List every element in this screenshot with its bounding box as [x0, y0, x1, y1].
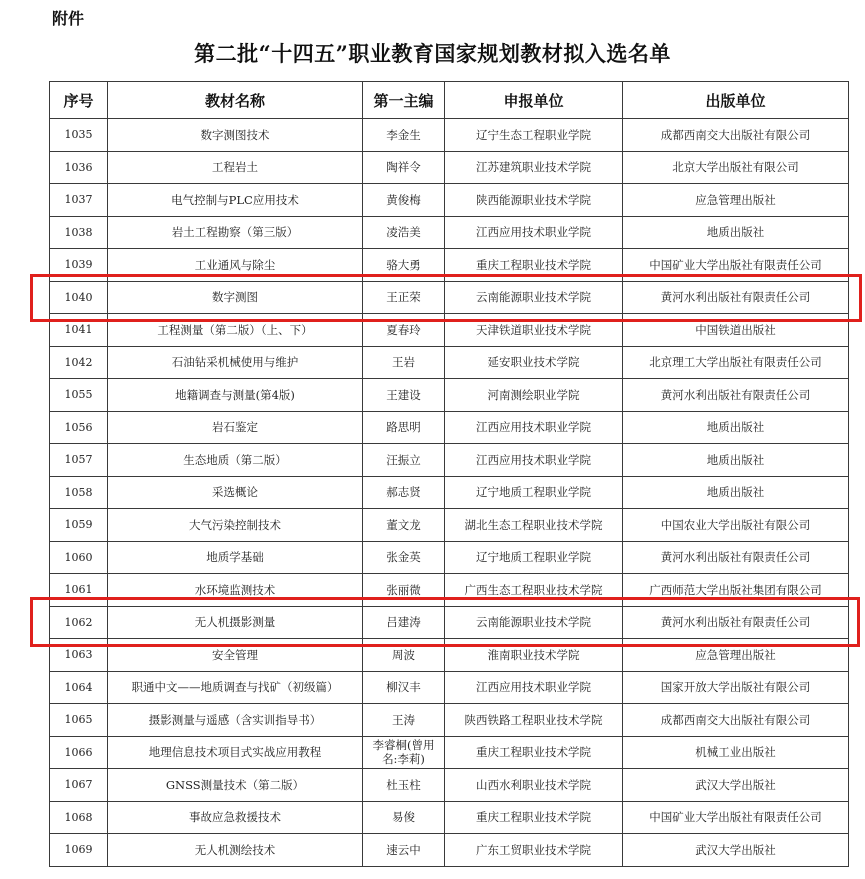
- cell-first-editor: 吕建涛: [363, 606, 445, 639]
- table-row: [50, 704, 849, 737]
- cell-textbook-name: 采选概论: [108, 476, 363, 509]
- table-row: [50, 541, 849, 574]
- cell-first-editor: 王正荣: [363, 281, 445, 314]
- cell-textbook-name: 地质学基础: [108, 541, 363, 574]
- cell-textbook-name: 无人机摄影测量: [108, 606, 363, 639]
- cell-applicant: 淮南职业技术学院: [445, 639, 623, 672]
- cell-number: 1057: [50, 444, 108, 477]
- table-row: [50, 834, 849, 867]
- cell-publisher: 应急管理出版社: [623, 639, 849, 672]
- column-header-applicant: 申报单位: [445, 82, 623, 119]
- cell-applicant: 辽宁生态工程职业学院: [445, 119, 623, 152]
- table-row: [50, 314, 849, 347]
- cell-applicant: 辽宁地质工程职业学院: [445, 541, 623, 574]
- column-header-publisher: 出版单位: [623, 82, 849, 119]
- cell-number: 1065: [50, 704, 108, 737]
- table-row: [50, 151, 849, 184]
- cell-textbook-name: 岩石鉴定: [108, 411, 363, 444]
- cell-number: 1038: [50, 216, 108, 249]
- cell-number: 1055: [50, 379, 108, 412]
- cell-first-editor: 陶祥令: [363, 151, 445, 184]
- cell-number: 1069: [50, 834, 108, 867]
- cell-applicant: 河南测绘职业学院: [445, 379, 623, 412]
- cell-publisher: 中国农业大学出版社有限公司: [623, 509, 849, 542]
- cell-publisher: 广西师范大学出版社集团有限公司: [623, 574, 849, 607]
- table-row: [50, 639, 849, 672]
- cell-publisher: 中国铁道出版社: [623, 314, 849, 347]
- cell-publisher: 成都西南交大出版社有限公司: [623, 704, 849, 737]
- cell-applicant: 辽宁地质工程职业学院: [445, 476, 623, 509]
- table-row: [50, 476, 849, 509]
- cell-textbook-name: 数字测图技术: [108, 119, 363, 152]
- attachment-label: 附件: [52, 9, 85, 28]
- cell-number: 1058: [50, 476, 108, 509]
- column-header-textbook-name: 教材名称: [108, 82, 363, 119]
- cell-first-editor: 柳汉丰: [363, 671, 445, 704]
- cell-textbook-name: 工程测量（第二版）（上、下）: [108, 314, 363, 347]
- cell-applicant: 江西应用技术职业学院: [445, 216, 623, 249]
- cell-publisher: 地质出版社: [623, 411, 849, 444]
- cell-publisher: 北京大学出版社有限公司: [623, 151, 849, 184]
- cell-first-editor: 王建设: [363, 379, 445, 412]
- cell-publisher: 成都西南交大出版社有限公司: [623, 119, 849, 152]
- cell-first-editor: 董文龙: [363, 509, 445, 542]
- cell-first-editor: 夏春玲: [363, 314, 445, 347]
- table-row: [50, 736, 849, 769]
- cell-publisher: 中国矿业大学出版社有限责任公司: [623, 249, 849, 282]
- cell-first-editor: 李睿桐(曾用名:李莉): [363, 736, 445, 769]
- cell-applicant: 广西生态工程职业技术学院: [445, 574, 623, 607]
- cell-first-editor: 凌浩美: [363, 216, 445, 249]
- cell-textbook-name: 摄影测量与遥感（含实训指导书）: [108, 704, 363, 737]
- cell-textbook-name: 职通中文——地质调查与找矿（初级篇）: [108, 671, 363, 704]
- cell-number: 1060: [50, 541, 108, 574]
- cell-applicant: 江苏建筑职业技术学院: [445, 151, 623, 184]
- column-header-first-editor: 第一主编: [363, 82, 445, 119]
- cell-number: 1062: [50, 606, 108, 639]
- cell-textbook-name: 无人机测绘技术: [108, 834, 363, 867]
- cell-number: 1039: [50, 249, 108, 282]
- cell-textbook-name: 工程岩土: [108, 151, 363, 184]
- table-row: [50, 671, 849, 704]
- cell-first-editor: 张金英: [363, 541, 445, 574]
- cell-first-editor: 汪振立: [363, 444, 445, 477]
- cell-applicant: 广东工贸职业技术学院: [445, 834, 623, 867]
- cell-publisher: 中国矿业大学出版社有限责任公司: [623, 801, 849, 834]
- cell-textbook-name: 电气控制与PLC应用技术: [108, 184, 363, 217]
- table-row: [50, 184, 849, 217]
- cell-applicant: 江西应用技术职业学院: [445, 411, 623, 444]
- document-title: 第二批“十四五”职业教育国家规划教材拟入选名单: [194, 41, 671, 66]
- cell-number: 1066: [50, 736, 108, 769]
- cell-first-editor: 王岩: [363, 346, 445, 379]
- table-row: [50, 379, 849, 412]
- cell-textbook-name: 岩土工程勘察（第三版）: [108, 216, 363, 249]
- cell-publisher: 应急管理出版社: [623, 184, 849, 217]
- cell-number: 1041: [50, 314, 108, 347]
- cell-number: 1036: [50, 151, 108, 184]
- cell-textbook-name: 石油钻采机械使用与维护: [108, 346, 363, 379]
- table-row: [50, 249, 849, 282]
- cell-number: 1059: [50, 509, 108, 542]
- cell-textbook-name: 生态地质（第二版）: [108, 444, 363, 477]
- cell-publisher: 机械工业出版社: [623, 736, 849, 769]
- cell-applicant: 陕西铁路工程职业技术学院: [445, 704, 623, 737]
- column-header-number: 序号: [50, 82, 108, 119]
- cell-number: 1067: [50, 769, 108, 802]
- cell-number: 1068: [50, 801, 108, 834]
- cell-textbook-name: 事故应急救援技术: [108, 801, 363, 834]
- cell-publisher: 地质出版社: [623, 476, 849, 509]
- table-row: [50, 444, 849, 477]
- cell-first-editor: 速云中: [363, 834, 445, 867]
- cell-applicant: 江西应用技术职业学院: [445, 671, 623, 704]
- cell-textbook-name: 大气污染控制技术: [108, 509, 363, 542]
- cell-number: 1035: [50, 119, 108, 152]
- cell-publisher: 地质出版社: [623, 216, 849, 249]
- table-row: [50, 606, 849, 639]
- cell-publisher: 国家开放大学出版社有限公司: [623, 671, 849, 704]
- cell-number: 1061: [50, 574, 108, 607]
- cell-first-editor: 李金生: [363, 119, 445, 152]
- cell-applicant: 云南能源职业技术学院: [445, 606, 623, 639]
- table-row: [50, 216, 849, 249]
- cell-first-editor: 周波: [363, 639, 445, 672]
- cell-publisher: 黄河水利出版社有限责任公司: [623, 606, 849, 639]
- cell-applicant: 重庆工程职业技术学院: [445, 736, 623, 769]
- cell-textbook-name: 水环境监测技术: [108, 574, 363, 607]
- table-row: [50, 346, 849, 379]
- cell-first-editor: 郝志贤: [363, 476, 445, 509]
- cell-publisher: 地质出版社: [623, 444, 849, 477]
- table-body: [50, 119, 849, 867]
- cell-publisher: 北京理工大学出版社有限责任公司: [623, 346, 849, 379]
- cell-number: 1040: [50, 281, 108, 314]
- table-row: [50, 769, 849, 802]
- cell-first-editor: 杜玉柱: [363, 769, 445, 802]
- cell-applicant: 陕西能源职业技术学院: [445, 184, 623, 217]
- cell-first-editor: 王涛: [363, 704, 445, 737]
- cell-publisher: 武汉大学出版社: [623, 769, 849, 802]
- table-row: [50, 509, 849, 542]
- cell-number: 1064: [50, 671, 108, 704]
- table-header-row: [50, 82, 849, 119]
- cell-number: 1056: [50, 411, 108, 444]
- cell-textbook-name: 工业通风与除尘: [108, 249, 363, 282]
- cell-textbook-name: GNSS测量技术（第二版）: [108, 769, 363, 802]
- table-row: [50, 574, 849, 607]
- cell-applicant: 重庆工程职业技术学院: [445, 801, 623, 834]
- cell-textbook-name: 安全管理: [108, 639, 363, 672]
- cell-applicant: 天津铁道职业技术学院: [445, 314, 623, 347]
- cell-publisher: 武汉大学出版社: [623, 834, 849, 867]
- cell-first-editor: 易俊: [363, 801, 445, 834]
- textbook-list-table: [49, 81, 849, 867]
- cell-applicant: 云南能源职业技术学院: [445, 281, 623, 314]
- cell-applicant: 延安职业技术学院: [445, 346, 623, 379]
- table-row: [50, 411, 849, 444]
- cell-textbook-name: 数字测图: [108, 281, 363, 314]
- cell-publisher: 黄河水利出版社有限责任公司: [623, 281, 849, 314]
- cell-number: 1063: [50, 639, 108, 672]
- cell-publisher: 黄河水利出版社有限责任公司: [623, 379, 849, 412]
- cell-applicant: 重庆工程职业技术学院: [445, 249, 623, 282]
- cell-applicant: 山西水利职业技术学院: [445, 769, 623, 802]
- cell-publisher: 黄河水利出版社有限责任公司: [623, 541, 849, 574]
- cell-first-editor: 黄俊梅: [363, 184, 445, 217]
- table-row: [50, 801, 849, 834]
- cell-textbook-name: 地理信息技术项目式实战应用教程: [108, 736, 363, 769]
- cell-textbook-name: 地籍调查与测量(第4版): [108, 379, 363, 412]
- cell-applicant: 江西应用技术职业学院: [445, 444, 623, 477]
- table-row: [50, 281, 849, 314]
- cell-number: 1042: [50, 346, 108, 379]
- cell-applicant: 湖北生态工程职业技术学院: [445, 509, 623, 542]
- cell-number: 1037: [50, 184, 108, 217]
- cell-first-editor: 骆大勇: [363, 249, 445, 282]
- table-row: [50, 119, 849, 152]
- cell-first-editor: 张丽微: [363, 574, 445, 607]
- cell-first-editor: 路思明: [363, 411, 445, 444]
